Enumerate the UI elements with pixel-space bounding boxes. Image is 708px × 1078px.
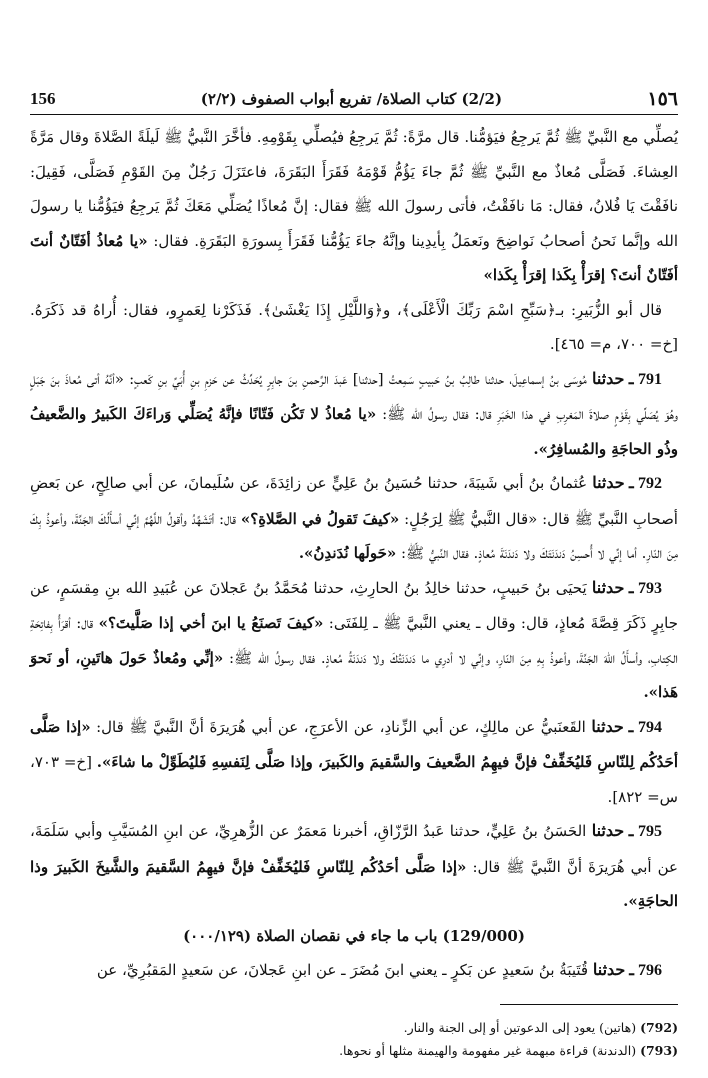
paragraph-text: يُصلِّي مع النَّبيِّ ﷺ ثُمَّ يَرجِعُ فيَؤمُّنا. قال مرَّةً: ثُمَّ يَرجِعُ فيُصلِّي بِقَوْمِهِ. فأخَّرَ النَّبيُّ ﷺ لَيلَةً الصَّلاةَ وقال مَرَّةً العِشاءَ. فَصَلَّى مُعاذٌ مع النَّبيِّ ﷺ ثُمَّ جاءَ يَؤُمُّ قَوْمَهُ فَقَرَأَ البَقَرَةَ، فاعتَزَلَ رَجُلٌ مِنَ القَوْمِ فَصَلَّى، فَقِيلَ: نافَقْتَ يَا فُلانُ، فقال: مَا نافَقْتُ، فأتى رسولَ الله ﷺ فقال: إنَّ مُعاذًا يُصَلِّي مَعَكَ ثُمَّ يَرجِعُ فيَؤُمُّنا يا رسولَ الله وإنَّما نَحنُ أصحابُ نَواضِحَ ونَعمَلُ بِأيدِينا وإنَّهُ جاءَ يَؤُمُّنا فَقَرَأَ بِسورَةِ البَقَرَةِ. فقال: [30, 128, 678, 250]
prophet-quote: «كيفَ تَقولُ في الصَّلاةِ؟» [240, 509, 400, 528]
prophet-quote: «يا مُعاذُ لا تَكُن فَتّانًا فإنَّهُ يُصَلِّي وَراءَكَ الكَبيرُ والضَّعيفُ وذُو الحاجَةِ والمُسافِرُ». [30, 405, 678, 458]
hadith-number: 794 ـ حدثنا [591, 718, 663, 736]
hadith-791 [30, 362, 678, 467]
hadith-795 [30, 814, 678, 919]
reference: [خ= ٧٠٣، س= ٨٢٢]. [30, 753, 678, 806]
hadith-796 [30, 953, 678, 989]
prophet-quote: «حَولَها نُدَندِنُ». [298, 544, 397, 562]
isnad-text: القَعنَبيُّ عن مالِكٍ، عن أبي الزِّنادِ، عن الأعرَجِ، عن أبي هُرَيرَةَ أنَّ النَّبيَّ ﷺ قال: [96, 717, 586, 736]
paragraph-text: قال: أقرَأُ بِفاتِحَةِ الكِتابِ، وأسأَلُ اللهَ الجَنَّةَ، وأعوذُ بِهِ مِنَ النّارِ، وإنِّي لا أدرِي ما دَندَنَتُكَ ولا دَندَنَةُ مُعاذٍ. فقال رسولُ الله ﷺ: [30, 614, 678, 667]
page-number-arabic: ١٥٦ [647, 88, 678, 110]
prophet-quote: «إذا صَلَّى أحَدُكُم لِلنّاسِ فَليُخَفِّفْ فإنَّ فيهِمُ الضَّعيفَ والسَّقيمَ والكَبيرَ، وإذا صَلَّى لِنَفسِهِ فَليُطَوِّلْ ما شاءَ». [30, 717, 678, 771]
running-title: (2/2) كتاب الصلاة/ تفريع أبواب الصفوف (٢/٢) [200, 90, 503, 108]
footnote-793 [30, 1039, 678, 1062]
isnad-text: مُوسَى بنُ إسماعِيلَ، حدثنا طالِبُ بنُ حَبيبٍ سَمِعتُ [حدثنا] عَبدَ الرَّحمنِ بنَ جابِرٍ يُحَدِّثُ عن حَزمِ بنِ أُبَيِّ بنِ كَعبٍ: «أنَّهُ أتى مُعاذَ بنَ جَبَلٍ وهُوَ يُصَلِّي بِقَوْمٍ صلاةَ المَغرِبِ في هذا الخَبَرِ قال: فقال رسولُ الله ﷺ: [30, 369, 678, 423]
footnotes [30, 1016, 678, 1062]
hadith-number: 791 ـ حدثنا [591, 370, 662, 388]
prophet-quote: «إنِّي ومُعاذٌ حَولَ هاتَينِ، أو نَحوَ هَذا». [30, 648, 678, 701]
narrator-note [30, 293, 678, 362]
isnad-text: الحَسَنُ بنُ عَلِيٍّ، حدثنا عَبدُ الرَّزّاقِ، أخبرنا مَعمَرٌ عن الزُّهرِيِّ، عن ابنِ المُسَيَّبِ وأبي سَلَمَةَ، عن أبي هُرَيرَةَ أنَّ النَّبيَّ ﷺ قال: [30, 822, 678, 876]
footnote-792 [30, 1016, 678, 1039]
footnote-text: (الدندنة) قراءة مبهمة غير مفهومة والهيمنة مثلها أو نحوها. [339, 1043, 637, 1058]
footnote-text: (هاتين) يعود إلى الدعوتين أو إلى الجنة والنار. [403, 1020, 637, 1035]
isnad-text: عُثمانُ بنُ أبي شَيبَةَ، حدثنا حُسَينُ بنُ عَلِيٍّ عن زائِدَةَ، عن سُلَيمانَ، عن أبي صالِحٍ، عن بَعضِ أصحابِ النَّبيِّ ﷺ قال: «قال النَّبيُّ ﷺ لِرَجُلٍ: [30, 474, 678, 528]
hadith-790-continuation [30, 120, 678, 293]
footnote-ref: (792) [640, 1020, 678, 1035]
paragraph-text: قال أبو الزُّبَيرِ: بـ﴿سَبِّحِ اسْمَ رَبِّكَ الْأَعْلَى﴾، و﴿وَاللَّيْلِ إِذَا يَغْشَىٰ﴾. فَذَكَرْنا لِعَمرٍو، فقال: أُراهُ قد ذَكَرَهُ. [خ= ٧٠٠، م= ٤٦٥]. [30, 300, 678, 353]
isnad-text: يَحيَى بنُ حَبيبٍ، حدثنا خالِدُ بنُ الحارِثِ، حدثنا مُحَمَّدُ بنُ عَجلانَ عن عُبَيدِ الله بنِ مِقسَمٍ، عن جابِرٍ ذَكَرَ قِصَّةَ مُعاذٍ، قال: وقال ـ يعني النَّبيَّ ﷺ ـ لِلفَتَى: [30, 578, 678, 632]
paragraph-text: قال: أتَشَهَّدُ وأقولُ اللَّهُمَّ إنِّي أسأَلُكَ الجَنَّةَ، وأعوذُ بِكَ مِنَ النّارِ. أما إنِّي لا أُحسِنُ دَندَنَتَكَ ولا دَندَنَةَ مُعاذٍ. فقال النَّبيُّ ﷺ: [30, 509, 678, 562]
page-header [30, 84, 678, 115]
prophet-quote: «كيفَ تَصنَعُ يا ابنَ أخي إذا صَلَّيتَ؟» [98, 614, 324, 632]
hadith-number: 793 ـ حدثنا [591, 579, 662, 597]
prophet-quote: «يا مُعاذُ أفَتّانٌ أنتَ أفَتّانٌ أنتَ؟ إقرَأْ بِكَذا إقرَأْ بِكَذا» [30, 231, 678, 284]
main-text [30, 120, 678, 989]
hadith-794 [30, 710, 678, 815]
hadith-number: 795 ـ حدثنا [591, 823, 662, 840]
footnote-ref: (793) [640, 1043, 678, 1058]
footnote-divider [500, 1004, 678, 1005]
chapter-heading: (129/000) باب ما جاء في نقصان الصلاة (٠٠٠/١٢٩) [183, 926, 525, 945]
hadith-number: 792 ـ حدثنا [592, 475, 662, 492]
isnad-text: قُتَيبَةُ بنُ سَعيدٍ عن بَكرٍ ـ يعني ابنَ مُضَرَ ـ عن ابنِ عَجلانَ، عن سَعيدٍ المَقبُرِيِّ، عن [96, 961, 589, 979]
page-number-latin: 156 [30, 89, 56, 108]
prophet-quote: «إذا صَلَّى أحَدُكُم لِلنّاسِ فَليُخَفِّفْ فإنَّ فيهِمُ السَّقيمَ والشَّيخَ الكَبيرَ وذا الحاجَةِ». [30, 857, 678, 910]
hadith-792 [30, 466, 678, 571]
hadith-number: 796 ـ حدثنا [592, 962, 662, 979]
hadith-793 [30, 571, 678, 710]
